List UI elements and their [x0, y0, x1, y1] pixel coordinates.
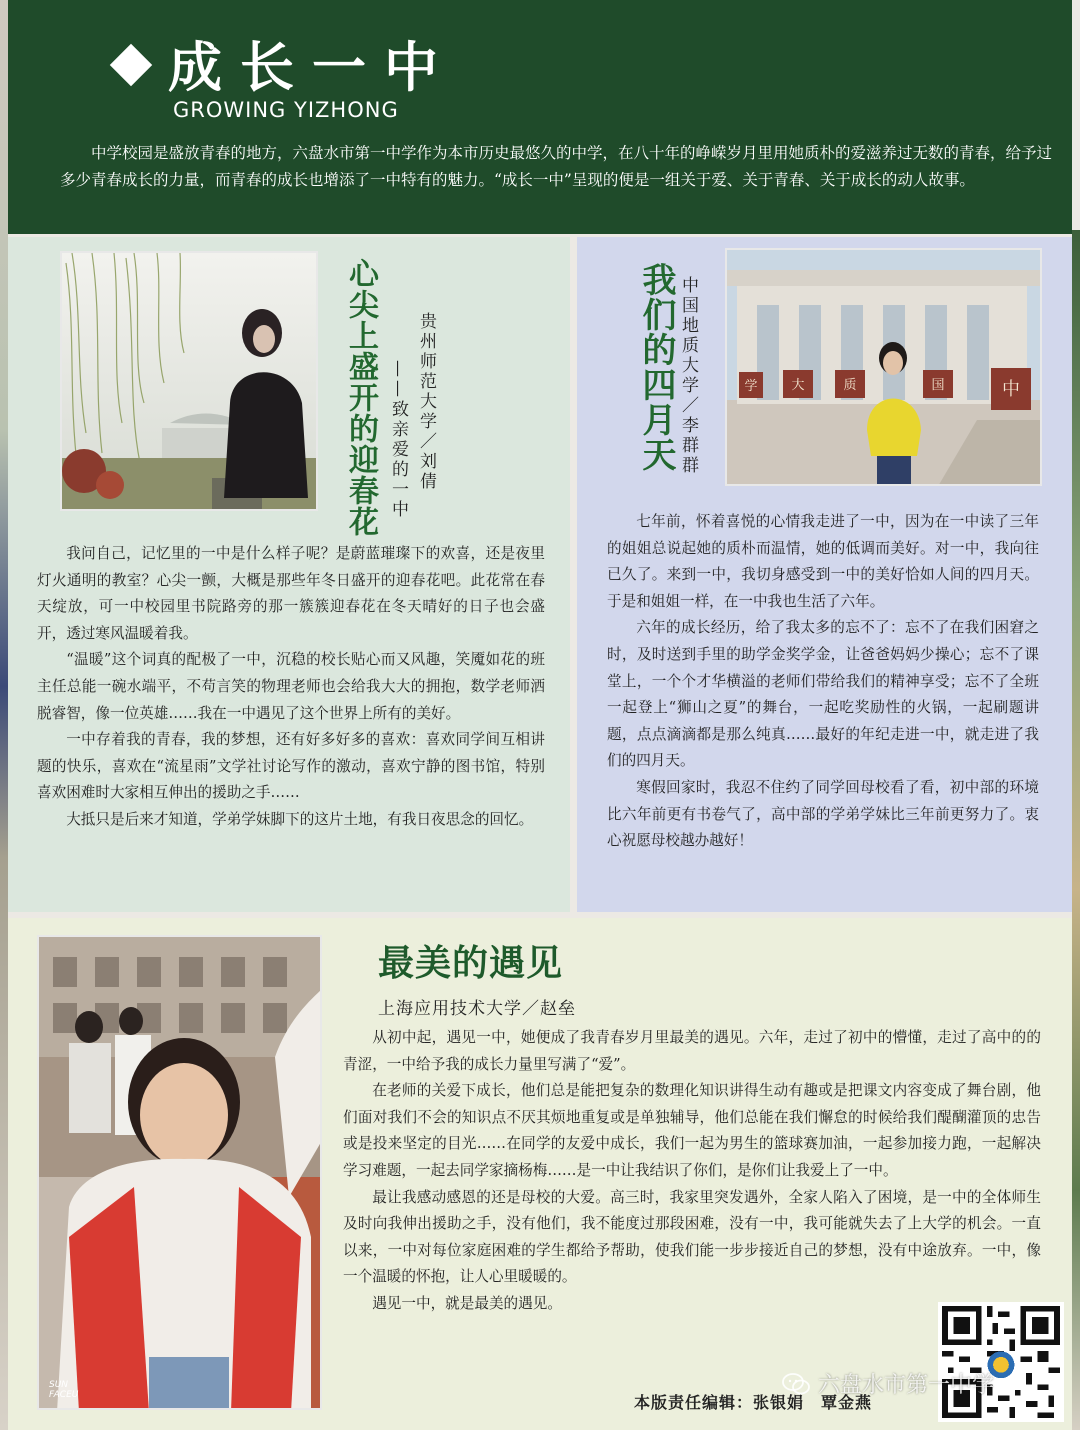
- paragraph: 大抵只是后来才知道，学弟学妹脚下的这片土地，有我日夜思念的回忆。: [66, 810, 534, 828]
- paragraph: 我问自己，记忆里的一中是什么样子呢？是蔚蓝璀璨下的欢喜，还是夜里灯火通明的教室？心尖一颤，大概是那些年冬日盛开的迎春花吧。此花常在春天绽放，可一中校园里书院路旁的那一簇簇迎春花在冬天晴好的日子也会盛开，透过寒风温暖着我。: [37, 545, 545, 642]
- watermark-text: 六盘水市第一中学: [818, 1373, 995, 1398]
- intro-paragraph: 中学校园是盛放青春的地方，六盘水市第一中学作为本市历史最悠久的中学，在八十年的峥嵘岁月里用她质朴的爱滋养过无数的青春，给予过多少青春成长的力量，而青春的成长也增添了一中特有的魅力。“成长一中”呈现的便是一组关于爱、关于青春、关于成长的动人故事。: [60, 144, 1053, 189]
- paragraph: 从初中起，遇见一中，她便成了我青春岁月里最美的遇见。六年，走过了初中的懵懂，走过了高中的的青涩，一中给予我的成长力量里写满了“爱”。: [343, 1029, 1041, 1073]
- paragraph: “温暖”这个词真的配极了一中，沉稳的校长贴心而又风趣，笑魇如花的班主任总能一碗水端平，不苟言笑的物理老师也会给我大大的拥抱，数学老师洒脱睿智，像一位英雄……我在一中遇见了这个世界上所有的美好。: [37, 651, 545, 722]
- article1-body: [37, 541, 545, 834]
- paragraph: 遇见一中，就是最美的遇见。: [372, 1294, 562, 1312]
- paragraph: 六年的成长经历，给了我太多的忘不了：忘不了在我们困窘之时，及时送到手里的助学金奖学金，让爸爸妈妈少操心；忘不了课堂上，一个个才华横溢的老师们带给我们的精神享受；忘不了全班一起登上“狮山之夏”的舞台，一起吃奖励性的火锅，一起刷题讲题，点点滴滴都是那么纯真……最好的年纪走进一中，就走进了我们的四月天。: [607, 619, 1039, 770]
- paragraph: 在老师的关爱下成长，他们总是能把复杂的数理化知识讲得生动有趣或是把课文内容变成了舞台剧，他们面对我们不会的知识点不厌其烦地重复或是单独辅导，他们总能在我们懈怠的时候给我们醍醐灌顶的忠告或是投来坚定的目光……在同学的友爱中成长，我们一起为男生的篮球赛加油，一起参加接力跑，一起解决学习难题，一起去同学家摘杨梅……是一中让我结识了你们，是你们让我爱上了一中。: [343, 1082, 1041, 1179]
- plaque-char: 质: [843, 378, 857, 393]
- article2-title: 我们的四月天: [636, 262, 676, 472]
- article1-byline-dedication: ——致亲爱的一中: [388, 360, 408, 520]
- paragraph: 寒假回家时，我忍不住约了同学回母校看了看，初中部的环境比六年前更有书卷气了，高中部的学弟学妹比三年前更努力了。衷心祝愿母校越办越好！: [607, 778, 1039, 850]
- article1-title: 心尖上盛开的迎春花: [343, 258, 378, 537]
- paragraph: 一中存着我的青春，我的梦想，还有好多好多的喜欢：喜欢同学间互相讲题的快乐，喜欢在“流星雨”文学社讨论写作的激动，喜欢宁静的图书馆，特别喜欢困难时大家相互伸出的援助之手……: [37, 731, 545, 802]
- page-subtitle: GROWING YIZHONG: [173, 98, 399, 122]
- paragraph: 七年前，怀着喜悦的心情我走进了一中，因为在一中读了三年的姐姐总说起她的质朴而温情，她的低调而美好。对一中，我向往已久了。来到一中，我切身感受到一中的美好恰如人间的四月天。于是和姐姐一样，在一中我也生活了六年。: [607, 513, 1039, 610]
- article3-body: [343, 1025, 1041, 1318]
- left-edge-decoration: [0, 0, 8, 1430]
- plaque-char: 中: [1002, 379, 1020, 400]
- article2-body: [607, 509, 1039, 855]
- plaque-char: 学: [744, 379, 758, 394]
- watermark: [782, 1368, 994, 1399]
- header-banner: [8, 0, 1072, 234]
- plaque-char: 国: [931, 378, 945, 393]
- plaque-char: 大: [791, 378, 805, 393]
- qr-code[interactable]: [938, 1302, 1064, 1422]
- wechat-icon: [782, 1373, 810, 1395]
- article2-photo: [725, 248, 1042, 486]
- page-title: 成长一中: [168, 36, 456, 99]
- article3-photo: [37, 935, 322, 1410]
- article3-byline: 上海应用技术大学／赵垒: [378, 999, 576, 1019]
- editor-credit: 本版责任编辑：张银娟 覃金燕: [634, 1393, 873, 1412]
- article3-title: 最美的遇见: [378, 943, 564, 984]
- article1-photo: [60, 251, 318, 511]
- diamond-icon: [110, 44, 152, 86]
- article2-byline: 中国地质大学／李群群: [678, 276, 698, 476]
- article1-byline-school: 贵州师范大学／刘倩: [416, 312, 436, 492]
- photo-caption: SUN FACEU: [49, 1380, 79, 1400]
- paragraph: 最让我感动感恩的还是母校的大爱。高三时，我家里突发遇外，全家人陷入了困境，是一中的全体师生及时向我伸出援助之手，没有他们，我不能度过那段困难，没有一中，我可能就失去了上大学的机会。一直以来，一中对每位家庭困难的学生都给予帮助，使我们能一步步接近自己的梦想，没有中途放弃。一中，像一个温暖的怀抱，让人心里暖暖的。: [343, 1188, 1041, 1286]
- right-edge-decoration: [1072, 230, 1080, 1430]
